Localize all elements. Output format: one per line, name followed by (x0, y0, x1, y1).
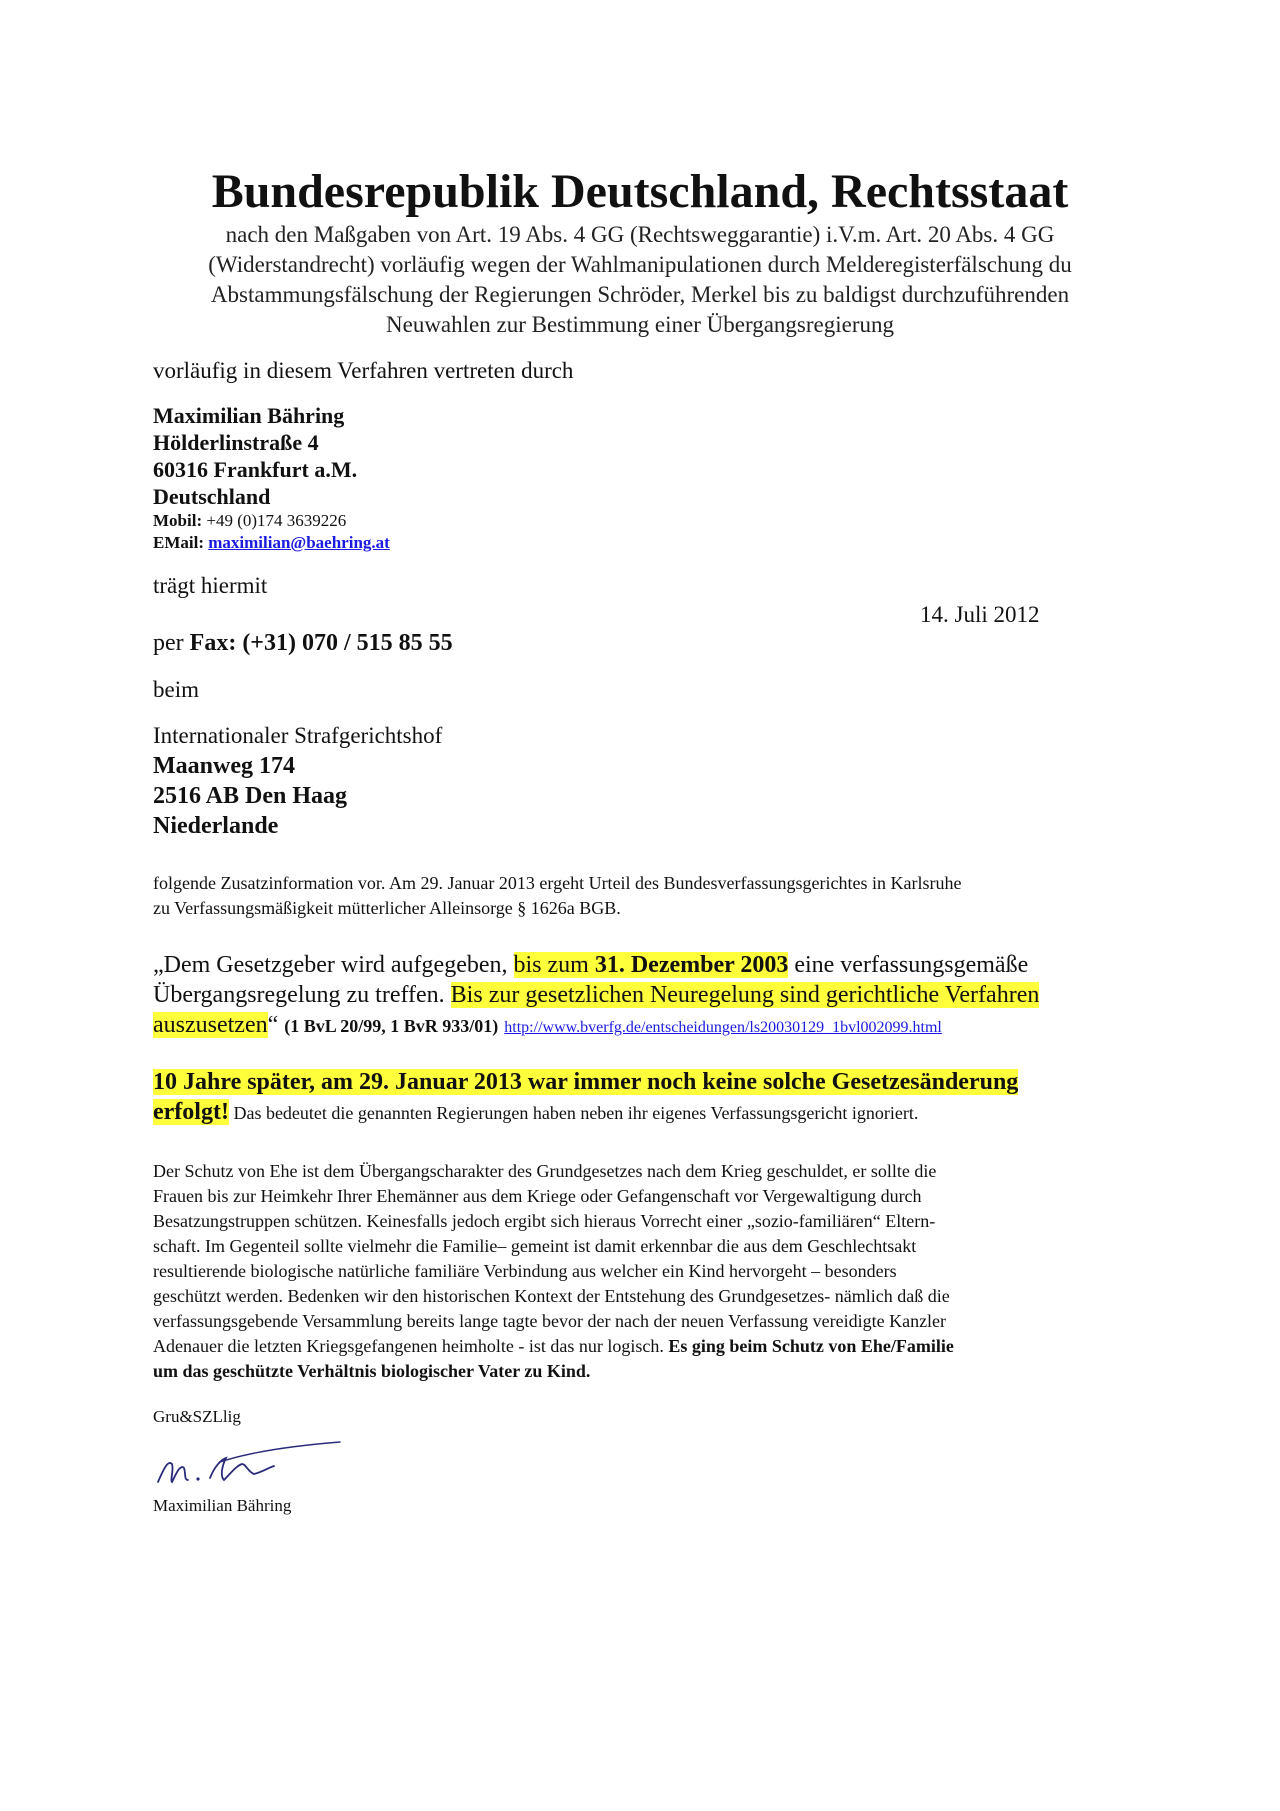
signature-name: Maximilian Bähring (153, 1496, 292, 1515)
recipient-address (153, 721, 442, 841)
later-highlight: 10 Jahre später, am 29. Januar 2013 war immer noch keine solche Gesetzesänderung (153, 1069, 1019, 1095)
sender-city: 60316 Frankfurt a.M. (153, 457, 358, 482)
zusatz-paragraph (153, 871, 1143, 921)
quote-text: Übergangsregelung zu treffen. (153, 982, 451, 1008)
subtitle-line: (Widerstandrecht) vorläufig wegen der Wahlmanipulationen durch Melderegisterfälschung du (208, 252, 1072, 277)
handwritten-signature (150, 1438, 350, 1498)
quote-line (153, 950, 1153, 980)
paragraph-line: resultierende biologische natürliche familiäre Verbindung aus welcher ein Kind hervorgeht – besonders (153, 1261, 897, 1281)
later-rest: Das bedeutet die genannten Regierungen haben neben ihr eigenes Verfassungsgericht ignoriert. (228, 1103, 919, 1123)
quote-line (153, 980, 1153, 1010)
recipient-country: Niederlande (153, 813, 279, 839)
page-title: Bundesrepublik Deutschland, Rechtsstaat (211, 165, 1069, 218)
paragraph-line: Frauen bis zur Heimkehr Ihrer Ehemänner aus dem Kriege oder Gefangenschaft vor Vergewaltigung durch (153, 1186, 922, 1206)
subtitle-line: Abstammungsfälschung der Regierungen Schröder, Merkel bis zu baldigst durchzuführenden (210, 282, 1070, 307)
paragraph-bold: um das geschützte Verhältnis biologischer Vater zu Kind. (153, 1361, 591, 1381)
paragraph-bold: Es ging beim Schutz von Ehe/Familie (668, 1336, 954, 1356)
quote-line (153, 1010, 1153, 1043)
paragraph-line: verfassungsgebende Versammlung bereits lange tagte bevor der nach der neuen Verfassung vereidigte Kanzler (153, 1311, 947, 1331)
fax-prefix: per (153, 630, 190, 656)
quote-close: “ (267, 1012, 285, 1038)
paragraph-line: Der Schutz von Ehe ist dem Übergangscharakter des Grundgesetzes nach dem Krieg geschuldet, er sollte die (153, 1161, 937, 1181)
paragraph-line: geschützt werden. Bedenken wir den historischen Kontext der Entstehung des Grundgesetzes- nämlich daß die (153, 1286, 950, 1306)
sender-street: Hölderlinstraße 4 (153, 430, 319, 455)
case-reference: (1 BvL 20/99, 1 BvR 933/01) (284, 1016, 499, 1036)
paragraph-line (153, 1334, 1143, 1359)
mobile-label: Mobil: (153, 511, 203, 530)
recipient-city: 2516 AB Den Haag (153, 783, 348, 809)
sender-country: Deutschland (153, 484, 271, 509)
paragraph-line (153, 1359, 1143, 1384)
letter-date: 14. Juli 2012 (920, 602, 1040, 627)
quote-highlight-date: 31. Dezember 2003 (594, 952, 789, 978)
traegt-text: trägt hiermit (153, 573, 268, 598)
quote-highlight-text: bis zum (513, 952, 595, 978)
later-line (153, 1067, 1153, 1097)
quote-highlight: Bis zur gesetzlichen Neuregelung sind gerichtliche Verfahren (450, 982, 1040, 1008)
paragraph-line: folgende Zusatzinformation vor. Am 29. Januar 2013 ergeht Urteil des Bundesverfassungsgerichtes in Karlsruhe (153, 873, 962, 893)
later-statement (153, 1067, 1153, 1128)
sender-address (153, 402, 390, 554)
quote-text: „Dem Gesetzgeber wird aufgegeben, (153, 952, 514, 978)
mobile-number: +49 (0)174 3639226 (206, 511, 347, 530)
representation-text: vorläufig in diesem Verfahren vertreten durch (153, 358, 574, 383)
quote-highlight (514, 952, 789, 978)
recipient-name: Internationaler Strafgerichtshof (153, 723, 443, 748)
email-link[interactable]: maximilian@baehring.at (208, 533, 390, 552)
quote-highlight: auszusetzen (153, 1012, 268, 1038)
paragraph-text: Adenauer die letzten Kriegsgefangenen heimholte - ist das nur logisch. (153, 1336, 669, 1356)
paragraph-line: schaft. Im Gegenteil sollte vielmehr die Familie– gemeint ist damit erkennbar die aus dem Geschlechtsakt (153, 1236, 917, 1256)
paragraph-line: Besatzungstruppen schützen. Keinesfalls jedoch ergibt sich hieraus Vorrecht einer „sozio-familiären“ Eltern- (153, 1211, 936, 1231)
sender-email-row (153, 532, 390, 554)
email-label: EMail: (153, 533, 204, 552)
court-quote (153, 950, 1153, 1043)
subtitle-line: nach den Maßgaben von Art. 19 Abs. 4 GG (Rechtsweggarantie) i.V.m. Art. 20 Abs. 4 GG (225, 222, 1055, 247)
paragraph-line: zu Verfassungsmäßigkeit mütterlicher Alleinsorge § 1626a BGB. (153, 898, 621, 918)
fax-number: (+31) 070 / 515 85 55 (236, 630, 453, 656)
sender-name: Maximilian Bähring (153, 403, 345, 428)
recipient-street: Maanweg 174 (153, 753, 295, 779)
schutz-paragraph (153, 1159, 1143, 1384)
fax-line (153, 630, 453, 657)
fax-label: Fax: (189, 630, 237, 656)
subtitle-line: Neuwahlen zur Bestimmung einer Übergangsregierung (386, 312, 894, 337)
bverfg-link[interactable]: http://www.bverfg.de/entscheidungen/ls20030129_1bvl002099.html (504, 1019, 942, 1036)
quote-text: eine verfassungsgemäße (788, 952, 1029, 978)
subtitle (150, 220, 1130, 340)
greeting: Gru&SZLlig (153, 1407, 241, 1426)
later-line (153, 1097, 1153, 1128)
later-highlight: erfolgt! (153, 1099, 229, 1125)
sender-mobile-row (153, 510, 390, 532)
beim-text: beim (153, 677, 199, 702)
